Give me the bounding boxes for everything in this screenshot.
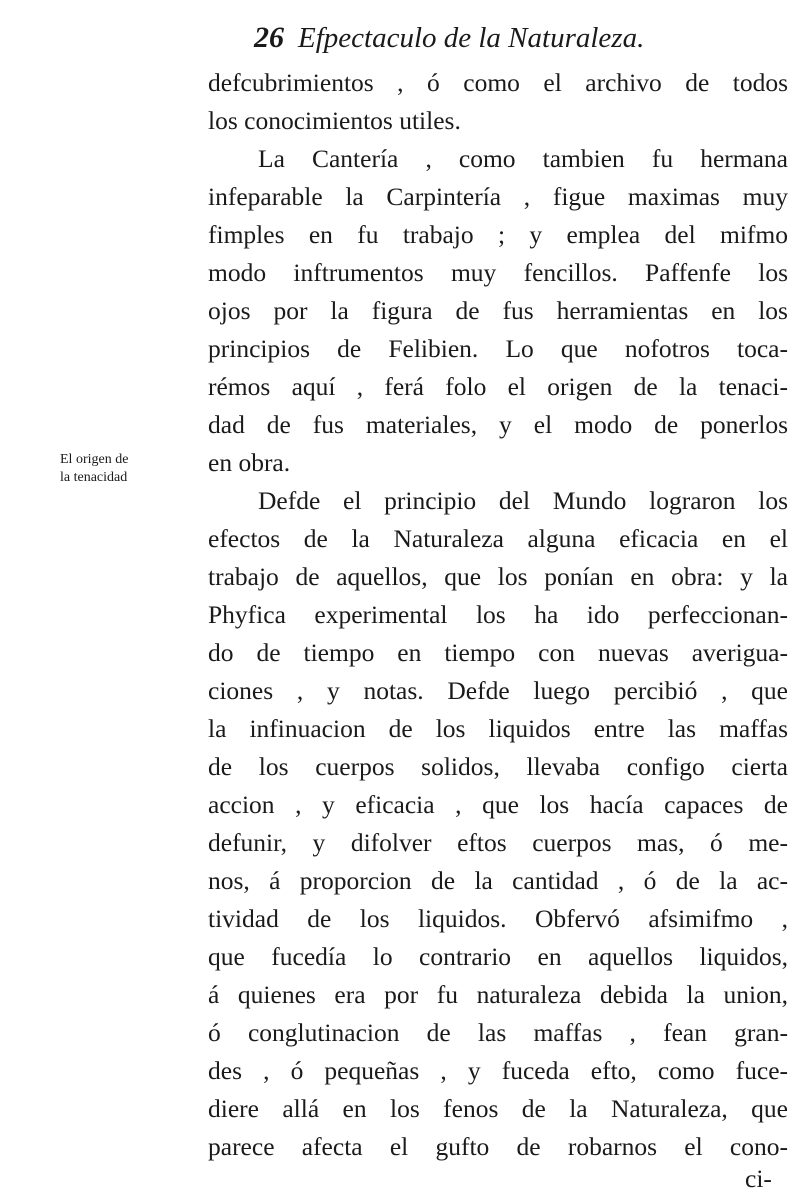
text-line: des , ó pequeñas , y fuceda efto, como fuce- xyxy=(208,1056,788,1085)
text-line: ó conglutinacion de las maffas , fean gran- xyxy=(208,1018,788,1047)
text-line: principios de Felibien. Lo que nofotros toca- xyxy=(208,334,788,363)
page-number: 26 xyxy=(254,21,284,54)
text-line: do de tiempo en tiempo con nuevas averigua- xyxy=(208,638,788,667)
text-line: defcubrimientos , ó como el archivo de todos xyxy=(208,68,788,97)
text-line: defunir, y difolver eftos cuerpos mas, ó me- xyxy=(208,828,788,857)
margin-note-line: la tenacidad xyxy=(60,470,128,485)
text-line: fimples en fu trabajo ; y emplea del mifmo xyxy=(208,220,788,249)
text-line: ojos por la figura de fus herramientas en los xyxy=(208,296,788,325)
text-line: tividad de los liquidos. Obfervó afsimifmo , xyxy=(208,904,788,933)
text-line: La Cantería , como tambien fu hermana xyxy=(258,144,788,173)
text-line: los conocimientos utiles. xyxy=(208,106,461,135)
text-line: en obra. xyxy=(208,448,291,477)
text-line: modo inftrumentos muy fencillos. Paffenfe los xyxy=(208,258,788,287)
text-line: efectos de la Naturaleza alguna eficacia en el xyxy=(208,524,788,553)
text-line: la infinuacion de los liquidos entre las maffas xyxy=(208,714,788,743)
text-line: rémos aquí , ferá folo el origen de la tenaci- xyxy=(208,372,788,401)
text-line: á quienes era por fu naturaleza debida la union, xyxy=(208,980,788,1009)
text-line: ciones , y notas. Defde luego percibió , que xyxy=(208,676,788,705)
text-line: dad de fus materiales, y el modo de ponerlos xyxy=(208,410,788,439)
text-line: infeparable la Carpintería , figue maximas muy xyxy=(208,182,788,211)
text-line: Phyfica experimental los ha ido perfeccionan- xyxy=(208,600,788,629)
text-line: de los cuerpos solidos, llevaba configo cierta xyxy=(208,752,788,781)
text-line: trabajo de aquellos, que los ponían en obra: y la xyxy=(208,562,788,591)
text-line: nos, á proporcion de la cantidad , ó de la ac- xyxy=(208,866,788,895)
margin-note xyxy=(60,451,200,487)
page-header xyxy=(200,18,790,58)
text-line: que fucedía lo contrario en aquellos liquidos, xyxy=(208,942,788,971)
text-line: parece afecta el gufto de robarnos el cono- xyxy=(208,1132,788,1161)
text-line: Defde el principio del Mundo lograron los xyxy=(258,486,788,515)
text-line: accion , y eficacia , que los hacía capaces de xyxy=(208,790,788,819)
running-title: Efpectaculo de la Naturaleza. xyxy=(298,22,645,54)
margin-note-line: El origen de xyxy=(60,452,129,467)
text-line: diere allá en los fenos de la Naturaleza, que xyxy=(208,1094,788,1123)
catchword: ci- xyxy=(745,1164,772,1193)
